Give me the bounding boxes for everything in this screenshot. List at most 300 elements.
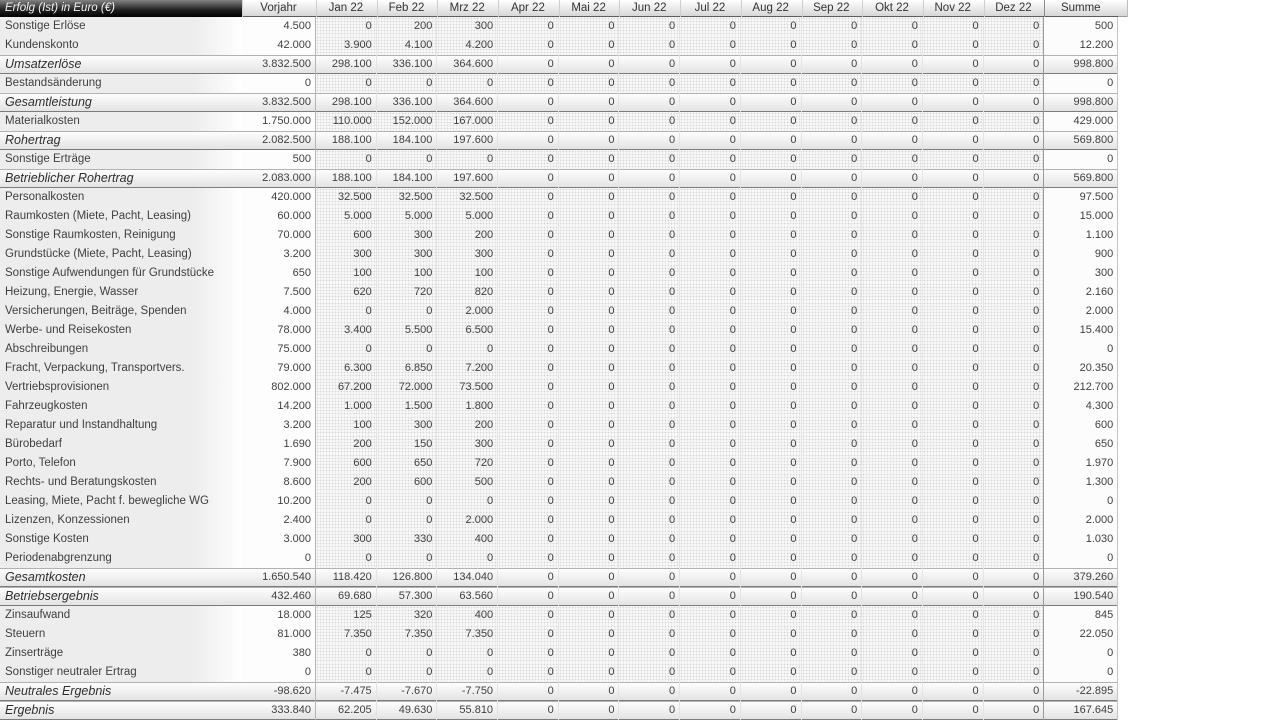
value-cell[interactable]: 0 — [559, 473, 620, 492]
value-cell[interactable]: 167.645 — [1044, 701, 1118, 720]
value-cell[interactable]: 0 — [498, 17, 559, 36]
value-cell[interactable]: -7.475 — [316, 682, 377, 701]
column-header-jan-22[interactable]: Jan 22 — [316, 0, 377, 17]
value-cell[interactable]: 0 — [437, 492, 498, 511]
row-label[interactable]: Werbe- und Reisekosten — [0, 321, 242, 340]
value-cell[interactable]: 20.350 — [1044, 359, 1118, 378]
value-cell[interactable]: 3.900 — [316, 36, 377, 55]
value-cell[interactable]: 0 — [680, 188, 741, 207]
value-cell[interactable]: 0 — [923, 188, 984, 207]
column-header-apr-22[interactable]: Apr 22 — [498, 0, 559, 17]
value-cell[interactable]: 0 — [802, 169, 863, 188]
value-cell[interactable]: 0 — [559, 283, 620, 302]
value-cell[interactable]: 2.160 — [1044, 283, 1118, 302]
value-cell[interactable]: 1.650.540 — [242, 568, 316, 587]
value-cell[interactable]: 0 — [923, 530, 984, 549]
value-cell[interactable]: 0 — [923, 625, 984, 644]
value-cell[interactable]: 300 — [377, 226, 438, 245]
value-cell[interactable]: 67.200 — [316, 378, 377, 397]
value-cell[interactable]: 0 — [619, 226, 680, 245]
value-cell[interactable]: 0 — [680, 435, 741, 454]
value-cell[interactable]: 0 — [923, 245, 984, 264]
value-cell[interactable]: 0 — [559, 397, 620, 416]
value-cell[interactable]: 0 — [619, 283, 680, 302]
value-cell[interactable]: 0 — [984, 378, 1045, 397]
value-cell[interactable]: 0 — [559, 492, 620, 511]
value-cell[interactable]: 0 — [680, 587, 741, 606]
value-cell[interactable]: 336.100 — [377, 93, 438, 112]
value-cell[interactable]: 0 — [498, 169, 559, 188]
row-label[interactable]: Fracht, Verpackung, Transportvers. — [0, 359, 242, 378]
value-cell[interactable]: 0 — [619, 378, 680, 397]
value-cell[interactable]: 0 — [984, 397, 1045, 416]
value-cell[interactable]: 0 — [316, 492, 377, 511]
value-cell[interactable]: 0 — [619, 150, 680, 169]
row-label[interactable]: Grundstücke (Miete, Pacht, Leasing) — [0, 245, 242, 264]
value-cell[interactable]: 0 — [741, 511, 802, 530]
value-cell[interactable]: 0 — [680, 682, 741, 701]
value-cell[interactable]: 0 — [984, 169, 1045, 188]
value-cell[interactable]: 0 — [862, 492, 923, 511]
column-header-jul-22[interactable]: Jul 22 — [680, 0, 741, 17]
value-cell[interactable]: 0 — [802, 17, 863, 36]
value-cell[interactable]: 379.260 — [1044, 568, 1118, 587]
value-cell[interactable]: 0 — [498, 549, 559, 568]
value-cell[interactable]: 0 — [862, 17, 923, 36]
value-cell[interactable]: 0 — [680, 397, 741, 416]
value-cell[interactable]: 0 — [741, 283, 802, 302]
value-cell[interactable]: 0 — [862, 644, 923, 663]
value-cell[interactable]: 0 — [802, 321, 863, 340]
row-label[interactable]: Porto, Telefon — [0, 454, 242, 473]
value-cell[interactable]: 0 — [741, 245, 802, 264]
value-cell[interactable]: 0 — [559, 150, 620, 169]
value-cell[interactable]: 0 — [437, 74, 498, 93]
value-cell[interactable]: 0 — [923, 150, 984, 169]
value-cell[interactable]: 79.000 — [242, 359, 316, 378]
value-cell[interactable]: 0 — [498, 511, 559, 530]
value-cell[interactable]: -7.670 — [377, 682, 438, 701]
value-cell[interactable]: 0 — [619, 264, 680, 283]
value-cell[interactable]: 0 — [741, 321, 802, 340]
value-cell[interactable]: 0 — [498, 112, 559, 131]
value-cell[interactable]: 0 — [1044, 492, 1118, 511]
value-cell[interactable]: 0 — [559, 568, 620, 587]
value-cell[interactable]: 0 — [680, 473, 741, 492]
value-cell[interactable]: 0 — [619, 511, 680, 530]
value-cell[interactable]: 0 — [862, 55, 923, 74]
value-cell[interactable]: 0 — [680, 112, 741, 131]
value-cell[interactable]: 0 — [802, 625, 863, 644]
value-cell[interactable]: 0 — [862, 302, 923, 321]
value-cell[interactable]: 0 — [802, 283, 863, 302]
value-cell[interactable]: 0 — [923, 207, 984, 226]
value-cell[interactable]: 0 — [619, 302, 680, 321]
value-cell[interactable]: 0 — [242, 74, 316, 93]
value-cell[interactable]: 2.400 — [242, 511, 316, 530]
value-cell[interactable]: 0 — [862, 321, 923, 340]
value-cell[interactable]: 0 — [802, 663, 863, 682]
value-cell[interactable]: 0 — [619, 473, 680, 492]
value-cell[interactable]: 0 — [741, 492, 802, 511]
value-cell[interactable]: 0 — [680, 568, 741, 587]
value-cell[interactable]: 0 — [680, 549, 741, 568]
value-cell[interactable]: 152.000 — [377, 112, 438, 131]
value-cell[interactable]: 188.100 — [316, 131, 377, 150]
value-cell[interactable]: 0 — [741, 682, 802, 701]
value-cell[interactable]: 0 — [984, 112, 1045, 131]
value-cell[interactable]: 720 — [377, 283, 438, 302]
value-cell[interactable]: 0 — [741, 397, 802, 416]
value-cell[interactable]: 0 — [498, 264, 559, 283]
value-cell[interactable]: 0 — [680, 245, 741, 264]
value-cell[interactable]: 0 — [802, 530, 863, 549]
value-cell[interactable]: 0 — [559, 454, 620, 473]
value-cell[interactable]: 0 — [802, 226, 863, 245]
value-cell[interactable]: 0 — [741, 131, 802, 150]
value-cell[interactable]: 0 — [923, 492, 984, 511]
value-cell[interactable]: 650 — [242, 264, 316, 283]
value-cell[interactable]: 55.810 — [437, 701, 498, 720]
value-cell[interactable]: 0 — [862, 226, 923, 245]
value-cell[interactable]: 0 — [984, 74, 1045, 93]
value-cell[interactable]: 0 — [984, 150, 1045, 169]
value-cell[interactable]: 0 — [802, 207, 863, 226]
value-cell[interactable]: 0 — [984, 93, 1045, 112]
value-cell[interactable]: 0 — [923, 302, 984, 321]
value-cell[interactable]: 300 — [437, 435, 498, 454]
value-cell[interactable]: 0 — [377, 150, 438, 169]
value-cell[interactable]: 2.000 — [1044, 302, 1118, 321]
value-cell[interactable]: 0 — [741, 701, 802, 720]
value-cell[interactable]: 0 — [498, 663, 559, 682]
value-cell[interactable]: 0 — [498, 340, 559, 359]
value-cell[interactable]: 7.500 — [242, 283, 316, 302]
value-cell[interactable]: 364.600 — [437, 55, 498, 74]
value-cell[interactable]: 0 — [680, 55, 741, 74]
value-cell[interactable]: 0 — [559, 682, 620, 701]
value-cell[interactable]: 0 — [984, 492, 1045, 511]
value-cell[interactable]: 0 — [984, 55, 1045, 74]
corner-header-cell[interactable]: Erfolg (Ist) in Euro (€) — [0, 0, 242, 17]
value-cell[interactable]: 0 — [680, 264, 741, 283]
value-cell[interactable]: 0 — [559, 36, 620, 55]
value-cell[interactable]: 0 — [498, 397, 559, 416]
value-cell[interactable]: 0 — [923, 549, 984, 568]
value-cell[interactable]: 110.000 — [316, 112, 377, 131]
value-cell[interactable]: 0 — [619, 492, 680, 511]
row-label[interactable]: Rechts- und Beratungskosten — [0, 473, 242, 492]
value-cell[interactable]: 0 — [923, 36, 984, 55]
value-cell[interactable]: 0 — [862, 93, 923, 112]
value-cell[interactable]: 0 — [923, 131, 984, 150]
value-cell[interactable]: 0 — [741, 530, 802, 549]
value-cell[interactable]: 0 — [498, 587, 559, 606]
value-cell[interactable]: 0 — [741, 74, 802, 93]
value-cell[interactable]: 0 — [862, 207, 923, 226]
value-cell[interactable]: 420.000 — [242, 188, 316, 207]
value-cell[interactable]: 0 — [559, 378, 620, 397]
value-cell[interactable]: 0 — [437, 150, 498, 169]
value-cell[interactable]: 10.200 — [242, 492, 316, 511]
value-cell[interactable]: 7.350 — [316, 625, 377, 644]
value-cell[interactable]: 0 — [984, 606, 1045, 625]
value-cell[interactable]: 0 — [619, 625, 680, 644]
value-cell[interactable]: 0 — [559, 55, 620, 74]
value-cell[interactable]: 0 — [377, 511, 438, 530]
value-cell[interactable]: 0 — [862, 359, 923, 378]
row-label[interactable]: Materialkosten — [0, 112, 242, 131]
row-label[interactable]: Leasing, Miete, Pacht f. bewegliche WG — [0, 492, 242, 511]
value-cell[interactable]: 0 — [984, 416, 1045, 435]
value-cell[interactable]: 0 — [680, 207, 741, 226]
value-cell[interactable]: 0 — [619, 321, 680, 340]
value-cell[interactable]: 0 — [802, 112, 863, 131]
value-cell[interactable]: 0 — [498, 302, 559, 321]
value-cell[interactable]: 2.083.000 — [242, 169, 316, 188]
value-cell[interactable]: 69.680 — [316, 587, 377, 606]
value-cell[interactable]: 0 — [862, 473, 923, 492]
value-cell[interactable]: 0 — [559, 74, 620, 93]
value-cell[interactable]: 72.000 — [377, 378, 438, 397]
value-cell[interactable]: 0 — [741, 663, 802, 682]
value-cell[interactable]: 0 — [984, 188, 1045, 207]
value-cell[interactable]: 0 — [498, 644, 559, 663]
value-cell[interactable]: 0 — [316, 340, 377, 359]
value-cell[interactable]: 0 — [741, 473, 802, 492]
value-cell[interactable]: 0 — [862, 511, 923, 530]
value-cell[interactable]: 0 — [984, 682, 1045, 701]
value-cell[interactable]: 0 — [984, 36, 1045, 55]
value-cell[interactable]: 0 — [680, 340, 741, 359]
value-cell[interactable]: 0 — [559, 340, 620, 359]
column-header-feb-22[interactable]: Feb 22 — [377, 0, 438, 17]
value-cell[interactable]: 2.000 — [1044, 511, 1118, 530]
value-cell[interactable]: 0 — [498, 207, 559, 226]
row-label[interactable]: Zinserträge — [0, 644, 242, 663]
value-cell[interactable]: 0 — [984, 131, 1045, 150]
column-header-summe[interactable]: Summe — [1044, 0, 1118, 17]
row-label[interactable]: Gesamtleistung — [0, 93, 242, 112]
value-cell[interactable]: 0 — [619, 245, 680, 264]
value-cell[interactable]: 0 — [559, 663, 620, 682]
value-cell[interactable]: 0 — [862, 625, 923, 644]
value-cell[interactable]: 0 — [680, 321, 741, 340]
value-cell[interactable]: 7.350 — [437, 625, 498, 644]
value-cell[interactable]: 0 — [802, 74, 863, 93]
value-cell[interactable]: 0 — [559, 435, 620, 454]
value-cell[interactable]: 0 — [862, 131, 923, 150]
value-cell[interactable]: 0 — [498, 473, 559, 492]
value-cell[interactable]: 364.600 — [437, 93, 498, 112]
column-header-mai-22[interactable]: Mai 22 — [559, 0, 620, 17]
value-cell[interactable]: 0 — [923, 644, 984, 663]
value-cell[interactable]: 0 — [316, 17, 377, 36]
value-cell[interactable]: 0 — [741, 17, 802, 36]
value-cell[interactable]: 330 — [377, 530, 438, 549]
row-label[interactable]: Gesamtkosten — [0, 568, 242, 587]
value-cell[interactable]: 3.832.500 — [242, 93, 316, 112]
value-cell[interactable]: 0 — [559, 226, 620, 245]
row-label[interactable]: Heizung, Energie, Wasser — [0, 283, 242, 302]
value-cell[interactable]: 184.100 — [377, 169, 438, 188]
value-cell[interactable]: 73.500 — [437, 378, 498, 397]
value-cell[interactable]: 200 — [377, 17, 438, 36]
value-cell[interactable]: 0 — [680, 93, 741, 112]
value-cell[interactable]: 0 — [559, 511, 620, 530]
value-cell[interactable]: 0 — [559, 17, 620, 36]
value-cell[interactable]: 820 — [437, 283, 498, 302]
value-cell[interactable]: 0 — [741, 264, 802, 283]
value-cell[interactable]: 0 — [498, 226, 559, 245]
value-cell[interactable]: 0 — [316, 150, 377, 169]
value-cell[interactable]: 0 — [680, 644, 741, 663]
value-cell[interactable]: 0 — [619, 93, 680, 112]
value-cell[interactable]: 0 — [559, 530, 620, 549]
value-cell[interactable]: 0 — [923, 378, 984, 397]
value-cell[interactable]: 0 — [862, 606, 923, 625]
value-cell[interactable]: 100 — [437, 264, 498, 283]
value-cell[interactable]: 0 — [802, 416, 863, 435]
value-cell[interactable]: 0 — [984, 359, 1045, 378]
value-cell[interactable]: 0 — [923, 663, 984, 682]
value-cell[interactable]: 0 — [680, 302, 741, 321]
value-cell[interactable]: 4.100 — [377, 36, 438, 55]
value-cell[interactable]: 0 — [741, 625, 802, 644]
value-cell[interactable]: 0 — [242, 549, 316, 568]
value-cell[interactable]: 5.000 — [316, 207, 377, 226]
value-cell[interactable]: 0 — [923, 511, 984, 530]
value-cell[interactable]: 150 — [377, 435, 438, 454]
value-cell[interactable]: 2.000 — [437, 302, 498, 321]
value-cell[interactable]: 8.600 — [242, 473, 316, 492]
column-header-jun-22[interactable]: Jun 22 — [619, 0, 680, 17]
value-cell[interactable]: 0 — [680, 530, 741, 549]
value-cell[interactable]: 1.100 — [1044, 226, 1118, 245]
value-cell[interactable]: 320 — [377, 606, 438, 625]
value-cell[interactable]: 1.690 — [242, 435, 316, 454]
value-cell[interactable]: 0 — [619, 701, 680, 720]
value-cell[interactable]: 400 — [437, 530, 498, 549]
value-cell[interactable]: 75.000 — [242, 340, 316, 359]
value-cell[interactable]: 0 — [619, 549, 680, 568]
value-cell[interactable]: 0 — [680, 663, 741, 682]
value-cell[interactable]: 0 — [923, 74, 984, 93]
value-cell[interactable]: 0 — [862, 530, 923, 549]
value-cell[interactable]: 0 — [316, 549, 377, 568]
value-cell[interactable]: 0 — [802, 378, 863, 397]
value-cell[interactable]: -98.620 — [242, 682, 316, 701]
value-cell[interactable]: 0 — [559, 549, 620, 568]
value-cell[interactable]: 0 — [862, 549, 923, 568]
column-header-dez-22[interactable]: Dez 22 — [984, 0, 1045, 17]
row-label[interactable]: Abschreibungen — [0, 340, 242, 359]
row-label[interactable]: Bestandsänderung — [0, 74, 242, 93]
value-cell[interactable]: 100 — [377, 264, 438, 283]
value-cell[interactable]: 0 — [802, 93, 863, 112]
value-cell[interactable]: 0 — [984, 435, 1045, 454]
value-cell[interactable]: 0 — [862, 378, 923, 397]
value-cell[interactable]: -7.750 — [437, 682, 498, 701]
value-cell[interactable]: 0 — [498, 416, 559, 435]
value-cell[interactable]: 0 — [680, 359, 741, 378]
value-cell[interactable]: 0 — [498, 492, 559, 511]
value-cell[interactable]: 0 — [862, 74, 923, 93]
value-cell[interactable]: 0 — [923, 682, 984, 701]
row-label[interactable]: Sonstiger neutraler Ertrag — [0, 663, 242, 682]
value-cell[interactable]: 200 — [316, 473, 377, 492]
value-cell[interactable]: 188.100 — [316, 169, 377, 188]
value-cell[interactable]: 0 — [559, 416, 620, 435]
value-cell[interactable]: 300 — [1044, 264, 1118, 283]
value-cell[interactable]: 0 — [559, 264, 620, 283]
row-label[interactable]: Bürobedarf — [0, 435, 242, 454]
value-cell[interactable]: 78.000 — [242, 321, 316, 340]
value-cell[interactable]: 0 — [498, 245, 559, 264]
value-cell[interactable]: 0 — [316, 644, 377, 663]
value-cell[interactable]: 0 — [862, 283, 923, 302]
value-cell[interactable]: 0 — [498, 568, 559, 587]
value-cell[interactable]: 0 — [984, 321, 1045, 340]
value-cell[interactable]: 0 — [802, 55, 863, 74]
row-label[interactable]: Ergebnis — [0, 701, 242, 720]
value-cell[interactable]: 900 — [1044, 245, 1118, 264]
value-cell[interactable]: 0 — [741, 226, 802, 245]
value-cell[interactable]: 0 — [923, 169, 984, 188]
value-cell[interactable]: 0 — [862, 245, 923, 264]
value-cell[interactable]: 0 — [680, 378, 741, 397]
value-cell[interactable]: 0 — [377, 644, 438, 663]
value-cell[interactable]: 0 — [802, 587, 863, 606]
value-cell[interactable]: 0 — [741, 549, 802, 568]
value-cell[interactable]: 0 — [862, 169, 923, 188]
value-cell[interactable]: 0 — [498, 530, 559, 549]
value-cell[interactable]: 1.970 — [1044, 454, 1118, 473]
value-cell[interactable]: 0 — [741, 454, 802, 473]
row-label[interactable]: Reparatur und Instandhaltung — [0, 416, 242, 435]
value-cell[interactable]: 81.000 — [242, 625, 316, 644]
value-cell[interactable]: 6.500 — [437, 321, 498, 340]
value-cell[interactable]: 0 — [559, 606, 620, 625]
value-cell[interactable]: 0 — [559, 245, 620, 264]
value-cell[interactable]: 0 — [619, 74, 680, 93]
row-label[interactable]: Sonstige Raumkosten, Reinigung — [0, 226, 242, 245]
value-cell[interactable]: 600 — [1044, 416, 1118, 435]
value-cell[interactable]: 432.460 — [242, 587, 316, 606]
value-cell[interactable]: 0 — [862, 682, 923, 701]
value-cell[interactable]: 600 — [316, 454, 377, 473]
value-cell[interactable]: 0 — [862, 701, 923, 720]
value-cell[interactable]: 0 — [437, 663, 498, 682]
value-cell[interactable]: 0 — [619, 568, 680, 587]
value-cell[interactable]: 3.832.500 — [242, 55, 316, 74]
value-cell[interactable]: 0 — [741, 568, 802, 587]
row-label[interactable]: Umsatzerlöse — [0, 55, 242, 74]
value-cell[interactable]: 0 — [984, 340, 1045, 359]
value-cell[interactable]: 0 — [559, 131, 620, 150]
value-cell[interactable]: 0 — [498, 74, 559, 93]
column-header-nov-22[interactable]: Nov 22 — [923, 0, 984, 17]
value-cell[interactable]: 125 — [316, 606, 377, 625]
value-cell[interactable]: 0 — [984, 644, 1045, 663]
value-cell[interactable]: 0 — [437, 644, 498, 663]
value-cell[interactable]: 0 — [498, 321, 559, 340]
value-cell[interactable]: 0 — [680, 492, 741, 511]
row-label[interactable]: Versicherungen, Beiträge, Spenden — [0, 302, 242, 321]
value-cell[interactable]: 100 — [316, 264, 377, 283]
value-cell[interactable]: 0 — [802, 150, 863, 169]
value-cell[interactable]: 0 — [923, 606, 984, 625]
